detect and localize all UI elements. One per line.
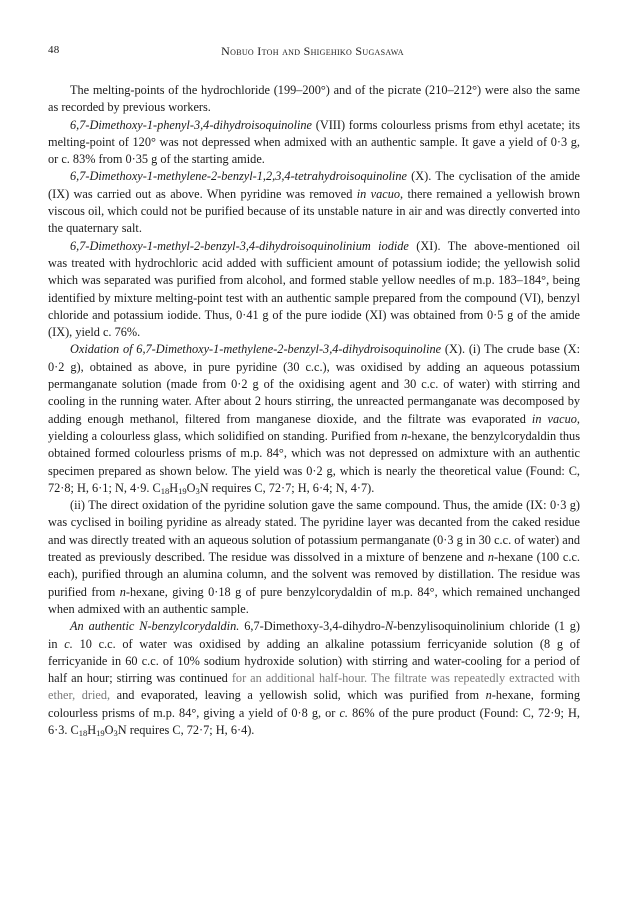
italic-term: in vacuo bbox=[531, 411, 577, 426]
paragraph-text: -hexane (100 c.c. each), purified through an alumina column, and the solvent was removed by distillation. The residue was purified from bbox=[48, 550, 581, 599]
compound-title: 6,7-Dimethoxy-1-phenyl-3,4-dihydroisoquinoline bbox=[70, 117, 313, 132]
paragraph-text: O bbox=[104, 722, 114, 737]
paragraph-text: H bbox=[87, 722, 97, 737]
formula-subscript: 18 bbox=[160, 485, 170, 496]
paragraph-text: (X). The cyclisation of the amide (IX) was carried out as above. When pyridine was removed bbox=[48, 169, 580, 201]
formula-subscript: 19 bbox=[178, 485, 187, 496]
paragraph-oxidation-i bbox=[48, 341, 580, 497]
paragraph-text: (VIII) forms colourless prisms from ethyl acetate; its melting-point of 120° was not depressed when admixed with an authentic sample. It gave a yield of 0·3 g, or c. 83% from 0·35 g of the starting amide. bbox=[48, 117, 580, 167]
italic-term: n bbox=[401, 428, 408, 443]
section-title: Oxidation of 6,7-Dimethoxy-1-methylene-2-benzyl-3,4-dihydroisoquinoline bbox=[70, 342, 442, 357]
paragraph-text: , yielding a colourless glass, which solidified on standing. Purified from bbox=[48, 411, 580, 443]
paragraph-melting-points bbox=[48, 82, 580, 117]
paragraph-compound-xi bbox=[48, 238, 580, 342]
italic-term: n bbox=[485, 688, 492, 703]
paragraph-text: -hexane, the benzylcorydaldin thus obtained formed colourless prisms of m.p. 84°, which was not depressed on admixture with an authentic specimen prepared as shown below. The yield was 0·2 g, which is nearly the theoretical value (Found: C, 72·8; H, 6·1; N, 4·9. C bbox=[48, 428, 580, 495]
formula-subscript: 18 bbox=[78, 727, 88, 738]
paragraph-text: The melting-points of the hydrochloride (199–200°) and of the picrate (210–212°) were also the same as recorded by previous workers. bbox=[48, 83, 580, 115]
running-head: Nobuo Itoh and Shigehiko Sugasawa bbox=[221, 44, 404, 58]
paragraph-text: 10 c.c. of water was oxidised by adding an alkaline potassium ferricyanide solution (8 g of ferricyanide in 60 c.c. of 10% sodium hydroxide solution) with stirring and water-cooling for a period of half an hour; stirring was continued bbox=[48, 636, 581, 686]
paragraph-text: (XI). The above-mentioned oil was treated with hydrochloric acid added with sufficient amount of potassium iodide; the yellowish solid which was separated was purified from alcohol, and formed stable yellow needles of m.p. 183–184°, being identified by mixture melting-point test with an authentic sample prepared from the compound (VI), benzyl chloride and potassium iodide. Thus, 0·41 g of the pure iodide (XI) was obtained from 0·5 g of the amide (IX), yield c. 76%. bbox=[48, 238, 580, 340]
paragraph-text: -hexane, giving 0·18 g of pure benzylcorydaldin of m.p. 84°, which remained unchanged when admixed with an authentic sample. bbox=[48, 584, 580, 616]
italic-term: c. bbox=[339, 705, 349, 720]
article-body bbox=[48, 82, 580, 739]
paragraph-text: 6,7-Dimethoxy-3,4-dihydro- bbox=[239, 619, 385, 634]
formula-subscript: 3 bbox=[195, 485, 200, 496]
faded-text-line: for an additional half-hour. The filtrate was repeatedly extracted with ether, dried, bbox=[48, 671, 581, 703]
page-header bbox=[48, 44, 577, 60]
compound-title: 6,7-Dimethoxy-1-methylene-2-benzyl-1,2,3,4-tetrahydroisoquinoline bbox=[70, 169, 407, 184]
paragraph-text: (ii) The direct oxidation of the pyridine solution gave the same compound. Thus, the amide (IX: 0·3 g) was cyclised in boiling pyridine as already stated. The pyridine layer was decanted from the caked residue and was directly treated with an aqueous solution of potassium permanganate (0·3 g in 30 c.c. of water) and treated as previously described. The residue was dissolved in a mixture of benzene and bbox=[48, 498, 580, 565]
paragraph-oxidation-ii bbox=[48, 497, 580, 618]
compound-title: 6,7-Dimethoxy-1-methyl-2-benzyl-3,4-dihydroisoquinolinium iodide bbox=[70, 238, 409, 253]
section-title: An authentic N-benzylcorydaldin. bbox=[70, 619, 240, 634]
paragraph-text: and evaporated, leaving a yellowish solid, which was purified from bbox=[110, 688, 486, 703]
italic-term: in vacuo bbox=[356, 186, 401, 201]
paragraph-text: , there remained a yellowish brown viscous oil, which could not be purified because of its unstable nature in air and was directly converted into the quaternary salt. bbox=[48, 186, 580, 236]
paragraph-text: N requires C, 72·7; H, 6·4). bbox=[117, 722, 255, 737]
formula-subscript: 3 bbox=[113, 727, 118, 738]
paragraph-authentic-benzylcorydaldin bbox=[48, 618, 580, 739]
italic-term: c. bbox=[64, 636, 73, 651]
page-number: 48 bbox=[48, 44, 60, 56]
paragraph-text: 86% of the pure product (Found: C, 72·9; H, 6·3. C bbox=[48, 705, 580, 737]
italic-term: n bbox=[487, 550, 494, 565]
paragraph-compound-viii bbox=[48, 117, 580, 169]
paragraph-text: -benzylisoquinolinium chloride (1 g) in bbox=[48, 619, 580, 651]
italic-term: n bbox=[119, 584, 126, 599]
paragraph-text: -hexane, forming colourless prisms of m.p. 84°, giving a yield of 0·8 g, or bbox=[48, 688, 580, 720]
paragraph-compound-x bbox=[48, 168, 580, 237]
italic-term: N bbox=[384, 619, 394, 634]
paragraph-text: N requires C, 72·7; H, 6·4; N, 4·7). bbox=[199, 480, 375, 495]
paragraph-text: (X). (i) The crude base (X: 0·2 g), obtained as above, in pure pyridine (30 c.c.), was oxidised by adding an aqueous potassium permanganate solution (made from 0·2 g of the oxidising agent and 30 c.c. of water) with stirring and cooling in the running water. After about 2 hours stirring, the unreacted permanganate was decomposed by adding enough methanol, filtered from manganese dioxide, and the filtrate was evaporated bbox=[48, 342, 580, 426]
paragraph-text: H bbox=[169, 480, 179, 495]
formula-subscript: 19 bbox=[96, 727, 105, 738]
paragraph-text: O bbox=[186, 480, 196, 495]
